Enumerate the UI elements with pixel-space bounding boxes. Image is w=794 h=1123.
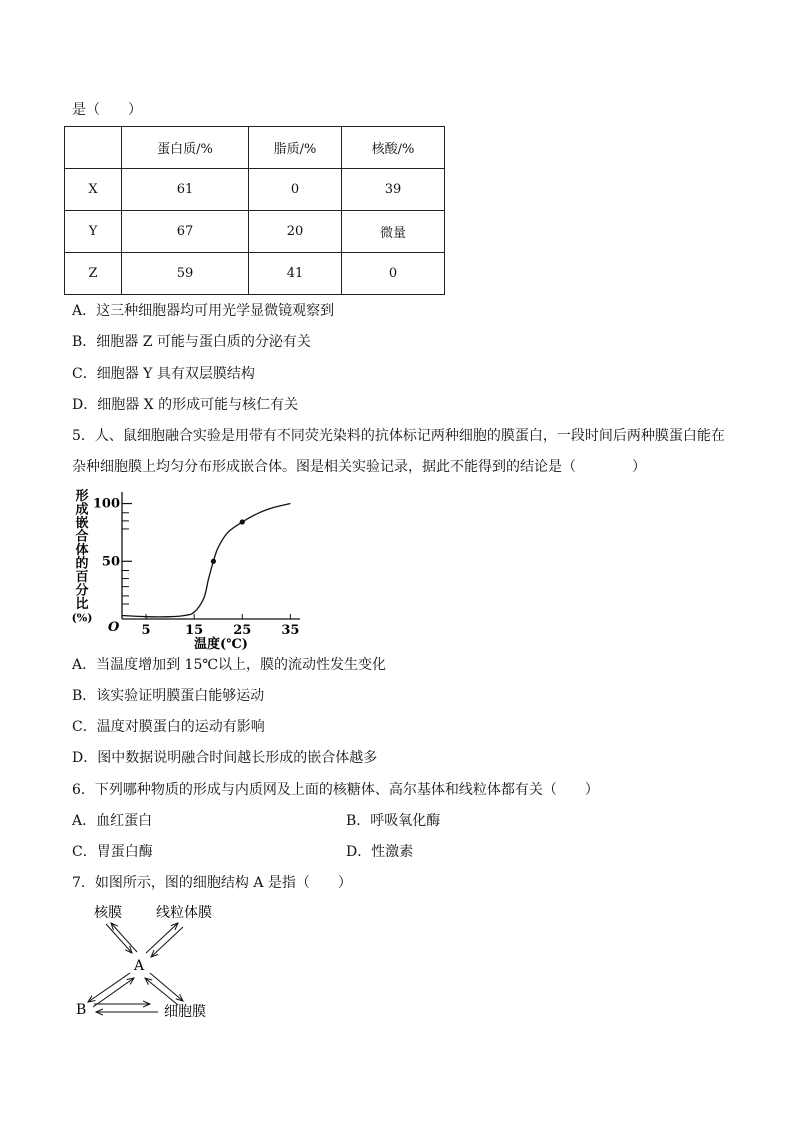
q6-option-d: D．性激素 [346, 844, 414, 860]
x-tick-label: 35 [281, 623, 300, 638]
arrow-b-to-a [93, 978, 134, 1007]
q5-option-a: A．当温度增加到 15℃以上，膜的流动性发生变化 [72, 657, 387, 673]
table-cell: 微量 [342, 211, 445, 253]
q6-option-b: B．呼吸氧化酶 [346, 813, 441, 829]
origin-label: O [108, 620, 120, 635]
y-axis-label-char: 成 [75, 502, 89, 518]
y-tick-label: 50 [101, 554, 120, 570]
arrow-a-to-b [88, 973, 130, 1002]
q6-stem: 6．下列哪种物质的形成与内质网及上面的核糖体、高尔基体和线粒体都有关（ ） [72, 782, 599, 798]
table-cell: Z [65, 253, 122, 295]
table-cell: 61 [122, 169, 249, 211]
y-axis-label-unit: (%) [72, 611, 93, 625]
q4-option-d: D．细胞器 X 的形成可能与核仁有关 [72, 397, 299, 413]
q4-option-b: B．细胞器 Z 可能与蛋白质的分泌有关 [72, 334, 311, 350]
membrane-relationship-diagram [70, 900, 250, 1025]
table-row [65, 211, 445, 253]
x-tick-label: 15 [185, 623, 204, 638]
fusion-temperature-chart [72, 488, 312, 650]
table-cell: 59 [122, 253, 249, 295]
label-a: A [134, 958, 145, 974]
x-tick-label: 5 [141, 623, 151, 638]
table-cell: 0 [342, 253, 445, 295]
arrow-a-to-mito [146, 923, 178, 953]
label-nuclear-membrane: 核膜 [94, 905, 122, 921]
data-point [211, 559, 216, 564]
q5-option-d: D．图中数据说明融合时间越长形成的嵌合体越多 [72, 750, 378, 766]
q5-stem-line2: 杂种细胞膜上均匀分布形成嵌合体。图是相关实验记录，据此不能得到的结论是（ ） [72, 459, 646, 475]
organelle-table [64, 126, 445, 295]
y-axis-label [72, 488, 92, 625]
y-tick-label: 100 [92, 496, 120, 512]
y-axis-label-char: 体 [75, 543, 89, 558]
q5-option-b: B．该实验证明膜蛋白能够运动 [72, 688, 265, 704]
table-row [65, 253, 445, 295]
q6-option-a: A．血红蛋白 [72, 813, 153, 829]
table-cell: Y [65, 211, 122, 253]
table-header-row [65, 127, 445, 169]
label-b: B [76, 1002, 87, 1018]
table-header-cell [65, 127, 122, 169]
y-axis-label-char: 的 [75, 556, 89, 572]
table-cell: 67 [122, 211, 249, 253]
y-axis-label-char: 百 [75, 570, 89, 585]
y-axis-label-char: 嵌 [75, 516, 89, 531]
q4-stem-tail: 是（ ） [72, 102, 142, 118]
series-line [122, 504, 290, 617]
arrow-mito-to-a [151, 927, 183, 957]
y-minor-ticks [122, 513, 129, 604]
y-axis-label-char: 形 [75, 489, 89, 504]
y-axis-label-char: 合 [75, 529, 89, 545]
table-header-cell: 核酸/% [342, 127, 445, 169]
arrow-cell-membrane-to-a [145, 978, 178, 1005]
arrow-a-to-cell-membrane [150, 973, 183, 1001]
x-tick-label: 25 [233, 623, 252, 638]
label-cell-membrane: 细胞膜 [164, 1004, 206, 1020]
table-cell: 20 [249, 211, 342, 253]
table-cell: 0 [249, 169, 342, 211]
q5-option-c: C．温度对膜蛋白的运动有影响 [72, 719, 265, 735]
table-cell: 41 [249, 253, 342, 295]
arrow-a-to-nucleus [111, 923, 137, 952]
y-axis-label-char: 分 [75, 583, 89, 599]
q5-stem-line1: 5．人、鼠细胞融合实验是用带有不同荧光染料的抗体标记两种细胞的膜蛋白，一段时间后两种膜蛋白能在 [72, 428, 725, 444]
q6-option-c: C．胃蛋白酶 [72, 844, 153, 860]
data-point [240, 519, 245, 524]
arrow-nucleus-to-a [106, 924, 132, 953]
q7-stem: 7．如图所示，图的细胞结构 A 是指（ ） [72, 875, 352, 891]
q4-option-a: A．这三种细胞器均可用光学显微镜观察到 [72, 303, 335, 319]
y-axis-label-char: 比 [75, 597, 89, 612]
x-axis-label: 温度(℃) [194, 637, 248, 650]
table-header-cell: 蛋白质/% [122, 127, 249, 169]
q4-option-c: C．细胞器 Y 具有双层膜结构 [72, 366, 255, 382]
table-row [65, 169, 445, 211]
label-mitochondrial-membrane: 线粒体膜 [156, 905, 212, 921]
table-header-cell: 脂质/% [249, 127, 342, 169]
table-cell: X [65, 169, 122, 211]
table-cell: 39 [342, 169, 445, 211]
